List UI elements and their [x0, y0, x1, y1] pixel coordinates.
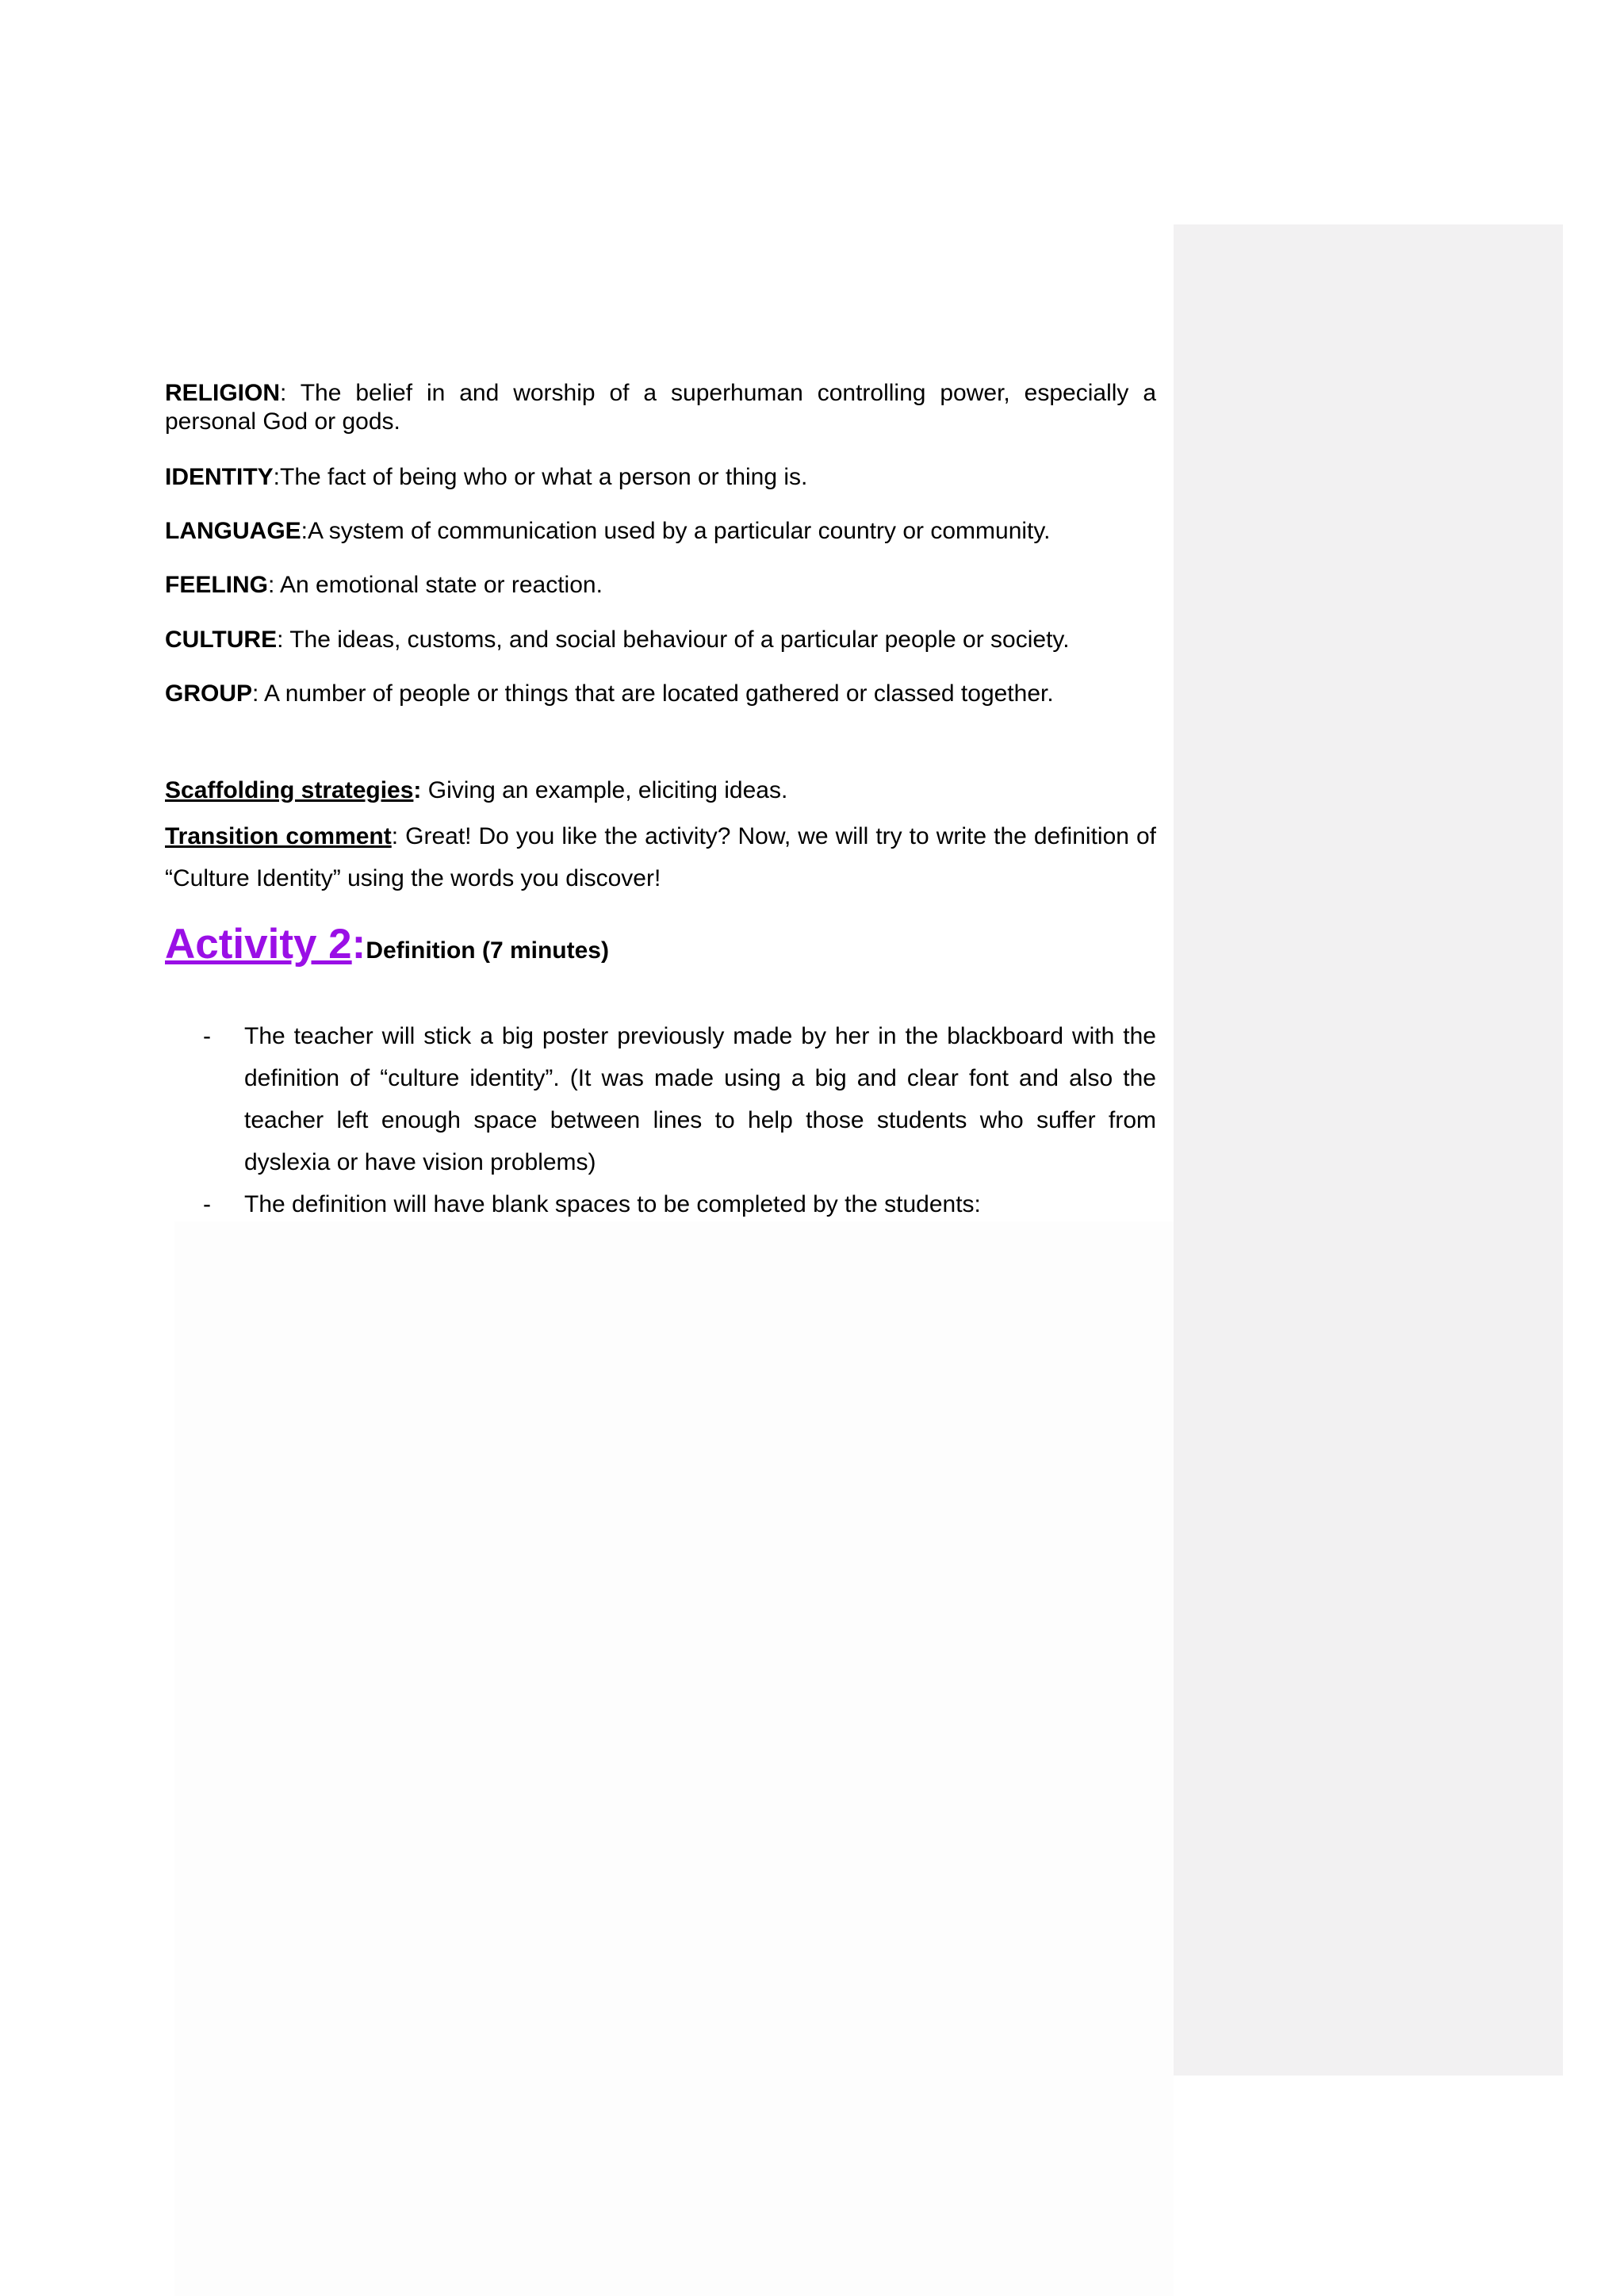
bullet-marker: - — [203, 1191, 211, 1217]
term-label: GROUP — [165, 680, 253, 707]
scaffolding-label: Scaffolding strategies — [165, 777, 414, 803]
scaffolding-colon: : — [413, 777, 422, 803]
transition-text: : Great! Do you like the activity? Now, we will try to write the definition of “Culture Identity” using the words you discover! — [165, 823, 1156, 891]
activity-subtitle: Definition (7 minutes) — [366, 937, 609, 964]
list-item-text: The teacher will stick a big poster previously made by her in the blackboard with the definition of “culture identity”. (It was made using a big and clear font and also the teacher left enough space between lines to help those students who suffer from dyslexia or have vision problems) — [244, 1023, 1156, 1175]
term-label: RELIGION — [165, 380, 281, 406]
definition-text: : The ideas, customs, and social behaviour of a particular people or society. — [277, 627, 1070, 653]
definition-culture — [165, 626, 1156, 654]
scaffolding-strategies — [165, 773, 1156, 808]
scaffolding-text: Giving an example, eliciting ideas. — [421, 777, 788, 803]
list-item-text: The definition will have blank spaces to be completed by the students: — [244, 1191, 981, 1217]
term-label: LANGUAGE — [165, 518, 301, 544]
list-item — [165, 1015, 1156, 1183]
definition-text: : An emotional state or reaction. — [268, 572, 603, 598]
list-item — [165, 1183, 1156, 1225]
definition-identity — [165, 463, 1156, 492]
term-label: FEELING — [165, 572, 269, 598]
term-label: IDENTITY — [165, 464, 274, 490]
activity-heading — [165, 920, 1156, 968]
activity-colon: : — [351, 921, 366, 968]
definition-text: :The fact of being who or what a person or thing is. — [273, 464, 808, 490]
comment-pane — [1174, 224, 1563, 2076]
definition-feeling — [165, 571, 1156, 600]
transition-label: Transition comment — [165, 823, 392, 849]
definition-text: :A system of communication used by a particular country or community. — [301, 518, 1051, 544]
definition-group — [165, 680, 1156, 708]
activity-title: Activity 2 — [165, 921, 352, 968]
page-background — [174, 1221, 1174, 2296]
transition-comment — [165, 815, 1156, 899]
definition-religion — [165, 379, 1156, 436]
definition-language — [165, 517, 1156, 546]
activity-instructions — [165, 1015, 1156, 1225]
definition-text: : The belief in and worship of a superhuman controlling power, especially a personal God or gods. — [165, 380, 1156, 435]
definition-text: : A number of people or things that are located gathered or classed together. — [252, 680, 1054, 707]
term-label: CULTURE — [165, 627, 278, 653]
bullet-marker: - — [203, 1023, 211, 1049]
